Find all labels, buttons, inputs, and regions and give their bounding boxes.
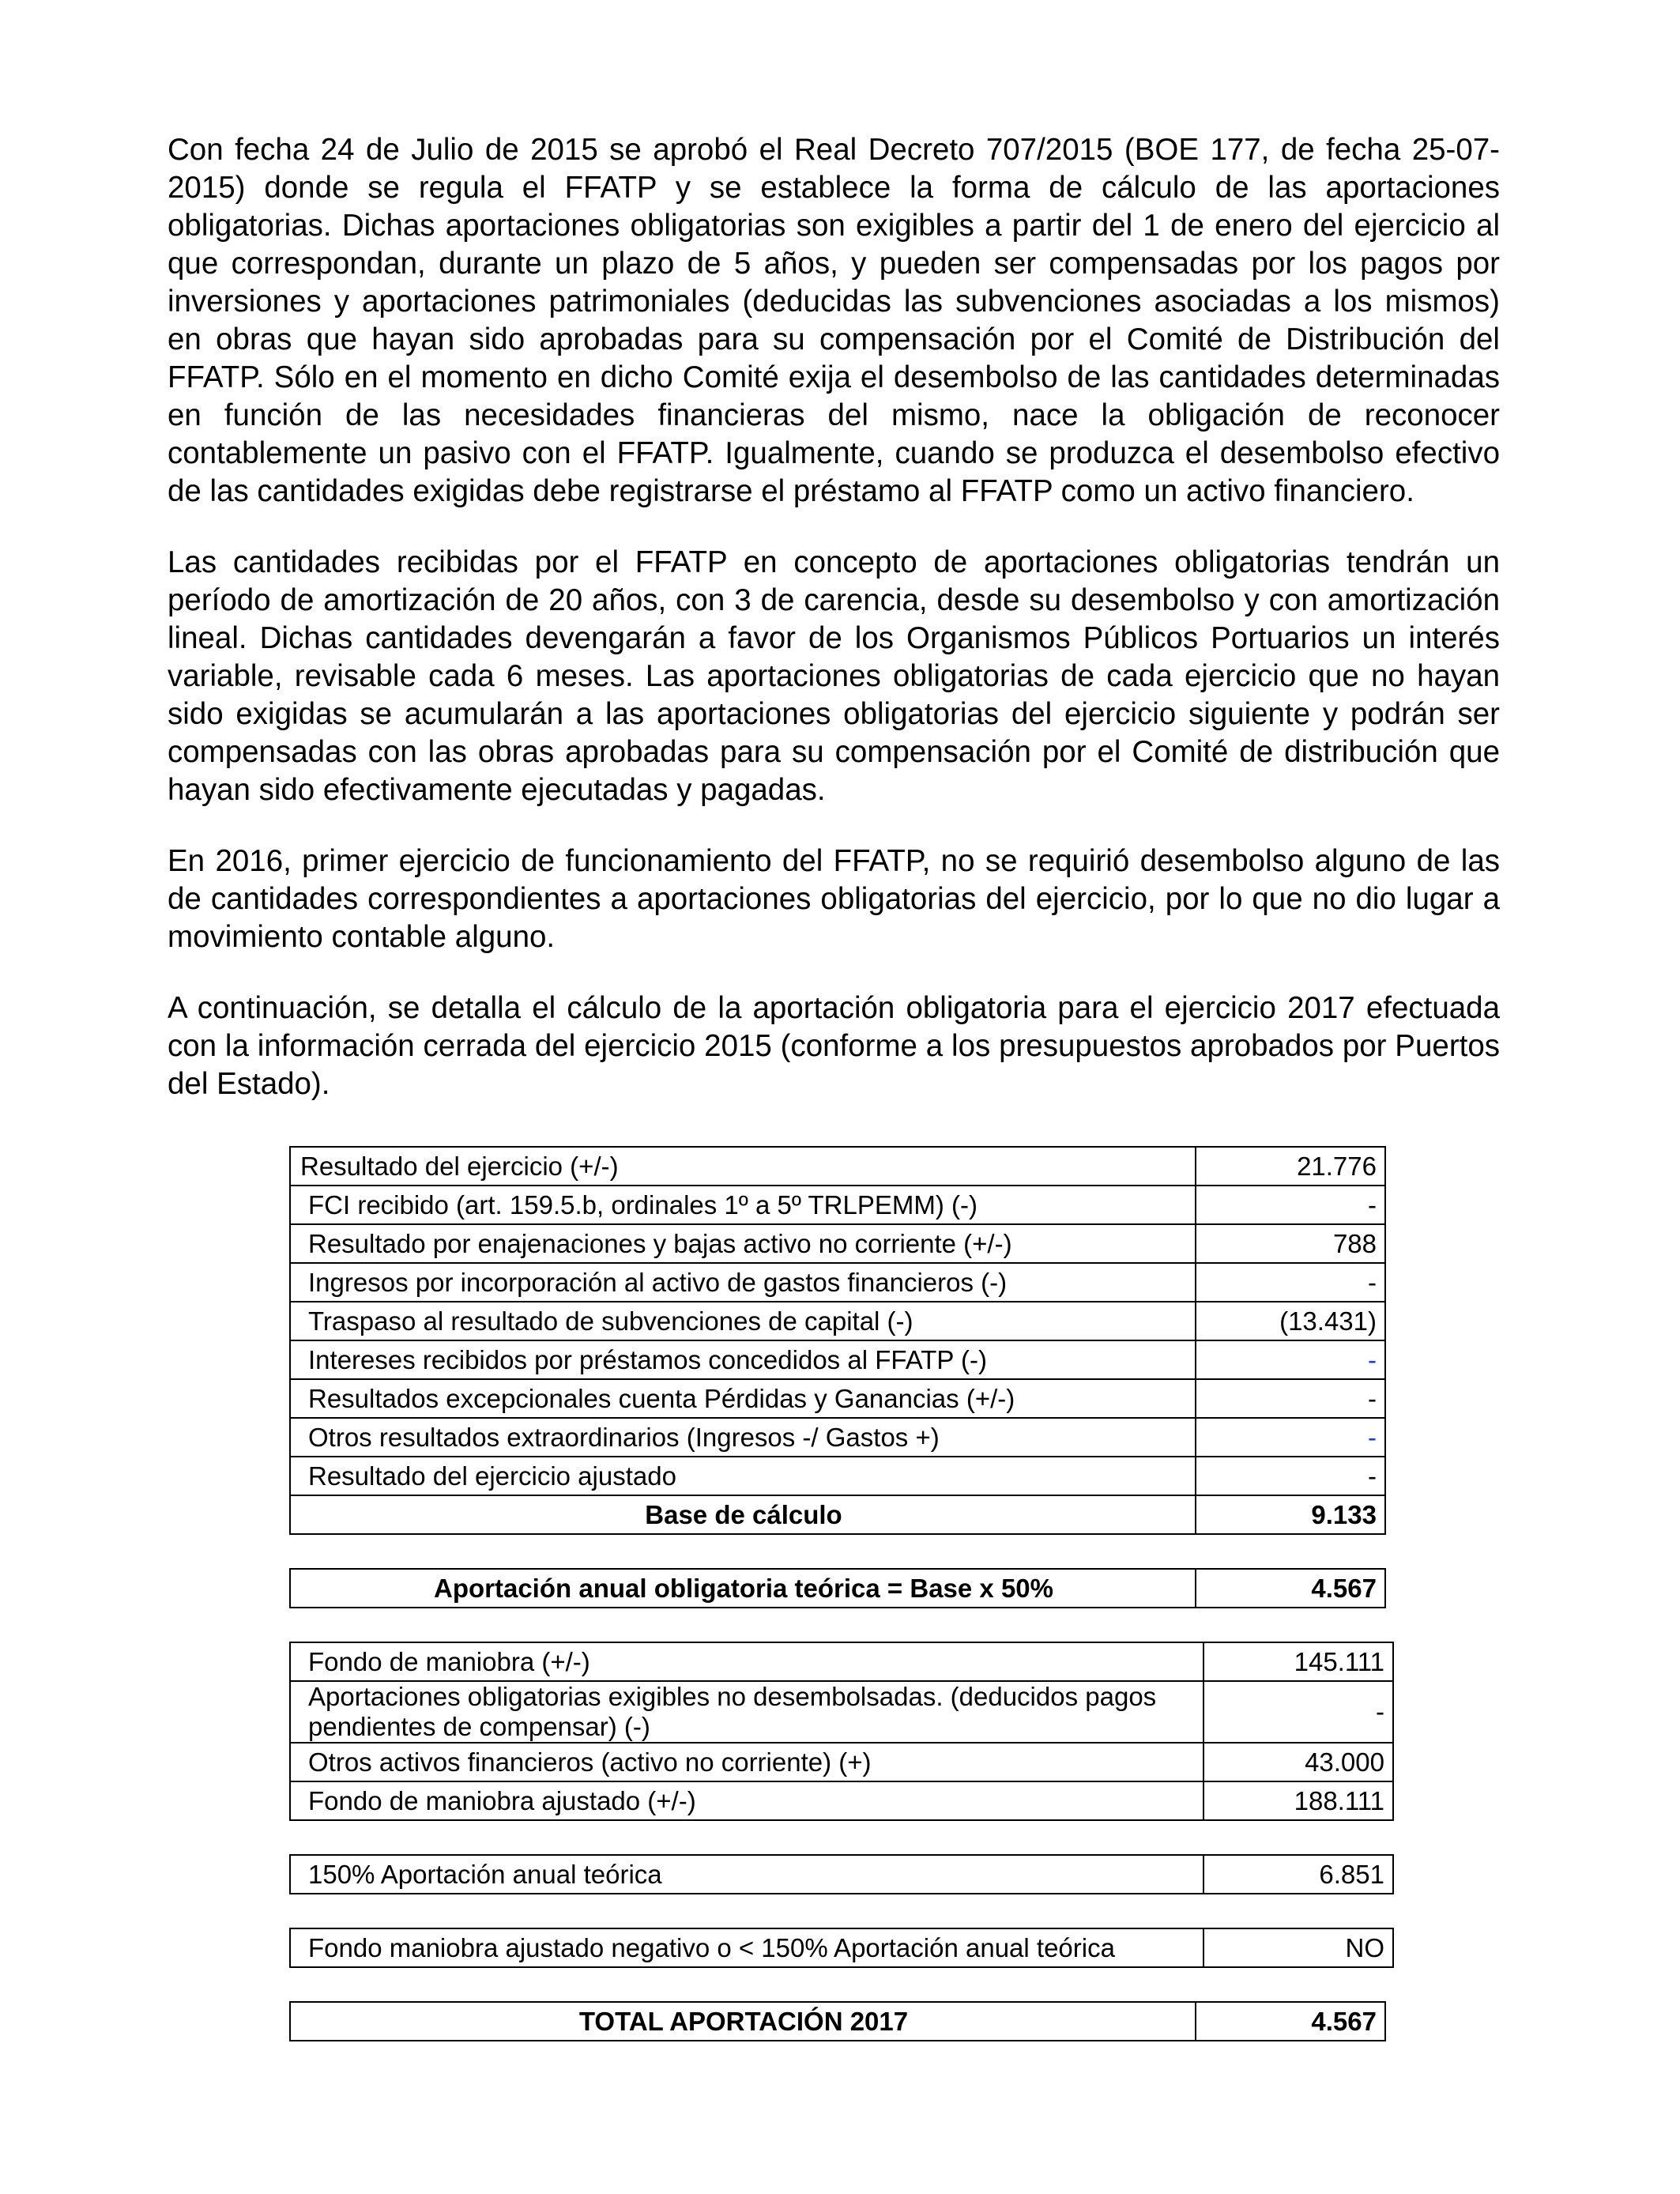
table-row [290, 1418, 1385, 1457]
row-label: Resultado del ejercicio (+/-) [290, 1147, 1196, 1186]
spacer [168, 1968, 1500, 2001]
row-label: Resultados excepcionales cuenta Pérdidas y Ganancias (+/-) [290, 1379, 1196, 1418]
paragraph-real-decreto: Con fecha 24 de Julio de 2015 se aprobó el Real Decreto 707/2015 (BOE 177, de fecha 25-07-2015) donde se regula el FFATP y se establece la forma de cálculo de las aportaciones obligatorias. Dichas aportaciones obligatorias son exigibles a partir del 1 de enero del ejercicio al que correspondan, durante un plazo de 5 años, y pueden ser compensadas por los pagos por inversiones y aportaciones patrimoniales (deducidas las subvenciones asociadas a los mismos) en obras que hayan sido aprobadas para su compensación por el Comité de Distribución del FFATP. Sólo en el momento en dicho Comité exija el desembolso de las cantidades determinadas en función de las necesidades financieras del mismo, nace la obligación de reconocer contablemente un pasivo con el FFATP. Igualmente, cuando se produzca el desembolso efectivo de las cantidades exigidas debe registrarse el préstamo al FFATP como un activo financiero. [168, 133, 1500, 508]
paragraph-continuacion: A continuación, se detalla el cálculo de la aportación obligatoria para el ejercicio 2017 efectuada con la información cerrada del ejercicio 2015 (conforme a los presupuestos aprobados por Puertos del Estado). [168, 991, 1500, 1101]
row-value: - [1196, 1457, 1385, 1495]
row-value: 788 [1196, 1224, 1385, 1263]
aportacion-teorica-value: 4.567 [1196, 1569, 1385, 1608]
table-row [290, 1855, 1393, 1894]
spacer [168, 1535, 1500, 1568]
paragraph-amortizacion: Las cantidades recibidas por el FFATP en concepto de aportaciones obligatorias tendrán un período de amortización de 20 años, con 3 de carencia, desde su desembolso y con amortización lineal. Dichas cantidades devengarán a favor de los Organismos Públicos Portuarios un interés variable, revisable cada 6 meses. Las aportaciones obligatorias de cada ejercicio que no hayan sido exigidas se acumularán a las aportaciones obligatorias del ejercicio siguiente y podrán ser compensadas con las obras aprobadas para su compensación por el Comité de distribución que hayan sido efectivamente ejecutadas y pagadas. [168, 545, 1500, 807]
base-calculo-value: 9.133 [1196, 1495, 1385, 1534]
table-row [290, 1302, 1385, 1340]
total-aportacion-table [289, 2001, 1386, 2041]
row-label: Intereses recibidos por préstamos concedidos al FFATP (-) [290, 1340, 1196, 1379]
aportacion-150-table [289, 1854, 1394, 1894]
table-row [290, 1147, 1385, 1186]
row-value: - [1196, 1340, 1385, 1379]
aportacion-teorica-label: Aportación anual obligatoria teórica = Base x 50% [290, 1569, 1196, 1608]
row-label: Resultado por enajenaciones y bajas activo no corriente (+/-) [290, 1224, 1196, 1263]
table-row [290, 1681, 1393, 1743]
row-label: Fondo de maniobra ajustado (+/-) [290, 1781, 1203, 1820]
fondo-negativo-value: NO [1203, 1928, 1393, 1967]
row-value: 188.111 [1203, 1781, 1393, 1820]
row-label: Fondo de maniobra (+/-) [290, 1642, 1203, 1681]
table-row [290, 1743, 1393, 1781]
table-row [290, 2002, 1385, 2041]
table-row [290, 1224, 1385, 1263]
row-value: - [1196, 1418, 1385, 1457]
row-value: - [1203, 1681, 1393, 1743]
row-label: Aportaciones obligatorias exigibles no desembolsadas. (deducidos pagos pendientes de compensar) (-) [290, 1681, 1203, 1743]
row-value: - [1196, 1379, 1385, 1418]
spacer [168, 1608, 1500, 1642]
row-value: 145.111 [1203, 1642, 1393, 1681]
paragraph-2016: En 2016, primer ejercicio de funcionamiento del FFATP, no se requirió desembolso alguno de las de cantidades correspondientes a aportaciones obligatorias del ejercicio, por lo que no dio lugar a movimiento contable alguno. [168, 844, 1500, 954]
row-label: Otros resultados extraordinarios (Ingresos -/ Gastos +) [290, 1418, 1196, 1457]
base-calculo-label: Base de cálculo [290, 1495, 1196, 1534]
table-row [290, 1569, 1385, 1608]
table-row [290, 1642, 1393, 1681]
aportacion-teorica-table [289, 1568, 1386, 1608]
row-label: Otros activos financieros (activo no corriente) (+) [290, 1743, 1203, 1781]
row-label: Resultado del ejercicio ajustado [290, 1457, 1196, 1495]
fondo-negativo-label: Fondo maniobra ajustado negativo o < 150% Aportación anual teórica [290, 1928, 1203, 1967]
fondo-maniobra-table [289, 1642, 1394, 1821]
table-total-row [290, 1495, 1385, 1534]
row-value: 43.000 [1203, 1743, 1393, 1781]
table-row [290, 1457, 1385, 1495]
row-label: Traspaso al resultado de subvenciones de capital (-) [290, 1302, 1196, 1340]
spacer [168, 1894, 1500, 1928]
row-value: - [1196, 1263, 1385, 1302]
row-value: - [1196, 1186, 1385, 1224]
table-row [290, 1379, 1385, 1418]
aportacion-150-value: 6.851 [1203, 1855, 1393, 1894]
fondo-negativo-table [289, 1928, 1394, 1968]
row-value: (13.431) [1196, 1302, 1385, 1340]
table-row [290, 1928, 1393, 1967]
table-row [290, 1340, 1385, 1379]
row-value: 21.776 [1196, 1147, 1385, 1186]
document-page [168, 131, 1500, 2041]
row-label: Ingresos por incorporación al activo de gastos financieros (-) [290, 1263, 1196, 1302]
table-row [290, 1263, 1385, 1302]
total-aportacion-label: TOTAL APORTACIÓN 2017 [290, 2002, 1196, 2041]
spacer [168, 1821, 1500, 1854]
total-aportacion-value: 4.567 [1196, 2002, 1385, 2041]
aportacion-150-label: 150% Aportación anual teórica [290, 1855, 1203, 1894]
table-row [290, 1186, 1385, 1224]
calculation-table [289, 1146, 1386, 1535]
table-row [290, 1781, 1393, 1820]
row-label: FCI recibido (art. 159.5.b, ordinales 1º a 5º TRLPEMM) (-) [290, 1186, 1196, 1224]
